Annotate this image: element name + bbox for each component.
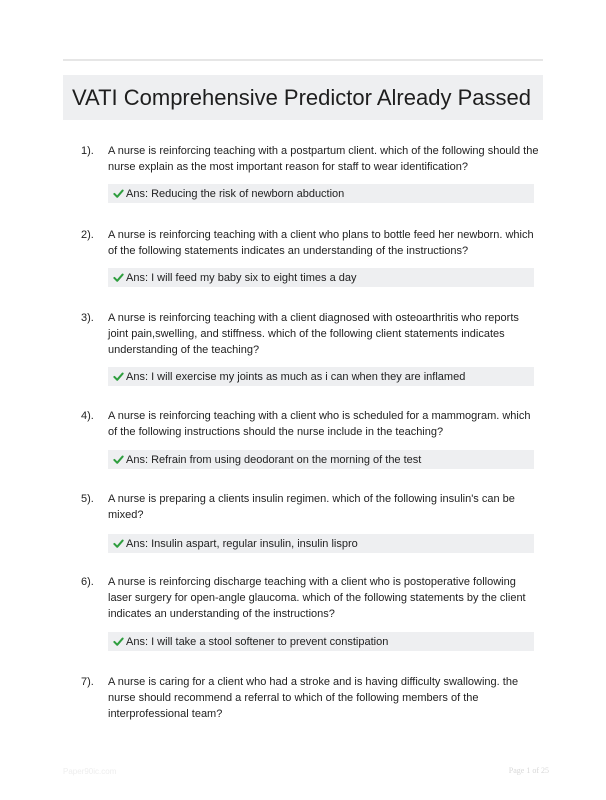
question-number: 5).	[81, 493, 94, 505]
question-number: 4).	[81, 410, 94, 422]
check-icon	[113, 272, 124, 283]
answer-text: Ans: I will exercise my joints as much as i can when they are inflamed	[126, 370, 466, 383]
answer-box	[108, 367, 534, 386]
question-text: A nurse is reinforcing teaching with a client diagnosed with osteoarthritis who reports joint pain,swelling, and stiffness. which of the following client statements indicates understanding of the teaching?	[108, 312, 519, 356]
question-number: 6).	[81, 576, 94, 588]
check-icon	[113, 454, 124, 465]
answer-text: Ans: Insulin aspart, regular insulin, insulin lispro	[126, 537, 358, 550]
question-text: A nurse is reinforcing teaching with a client who plans to bottle feed her newborn. which of the following statements indicates an understanding of the instructions?	[108, 229, 534, 257]
answer-box	[108, 450, 534, 469]
check-icon	[113, 188, 124, 199]
question-text: A nurse is reinforcing teaching with a client who is scheduled for a mammogram. which of the following instructions should the nurse include in the teaching?	[108, 410, 531, 438]
question-number: 7).	[81, 676, 94, 688]
answer-text: Ans: I will feed my baby six to eight times a day	[126, 271, 357, 284]
answer-box	[108, 534, 534, 553]
question-text: A nurse is reinforcing teaching with a postpartum client. which of the following should the nurse explain as the most important reason for staff to wear identification?	[108, 145, 539, 173]
answer-text: Ans: Refrain from using deodorant on the morning of the test	[126, 453, 422, 466]
answer-text: Ans: Reducing the risk of newborn abduction	[126, 187, 345, 200]
document-title: VATI Comprehensive Predictor Already Passed	[72, 84, 531, 110]
answer-box	[108, 184, 534, 203]
answer-text: Ans: I will take a stool softener to prevent constipation	[126, 635, 389, 648]
question-number: 2).	[81, 229, 94, 241]
footer-watermark: Paper90ic.com	[63, 767, 117, 776]
check-icon	[113, 371, 124, 382]
question-text: A nurse is caring for a client who had a stroke and is having difficulty swallowing. the nurse should recommend a referral to which of the following members of the interprofessional team?	[108, 676, 519, 720]
check-icon	[113, 538, 124, 549]
question-text: A nurse is preparing a clients insulin regimen. which of the following insulin's can be mixed?	[108, 493, 515, 521]
check-icon	[113, 636, 124, 647]
answer-box	[108, 632, 534, 651]
question-text: A nurse is reinforcing discharge teaching with a client who is postoperative following laser surgery for open-angle glaucoma. which of the following statements by the client indicates an understanding of the instructions?	[108, 576, 526, 620]
question-number: 1).	[81, 145, 94, 157]
page-indicator: Page 1 of 25	[508, 766, 549, 775]
answer-box	[108, 268, 534, 287]
question-number: 3).	[81, 312, 94, 324]
